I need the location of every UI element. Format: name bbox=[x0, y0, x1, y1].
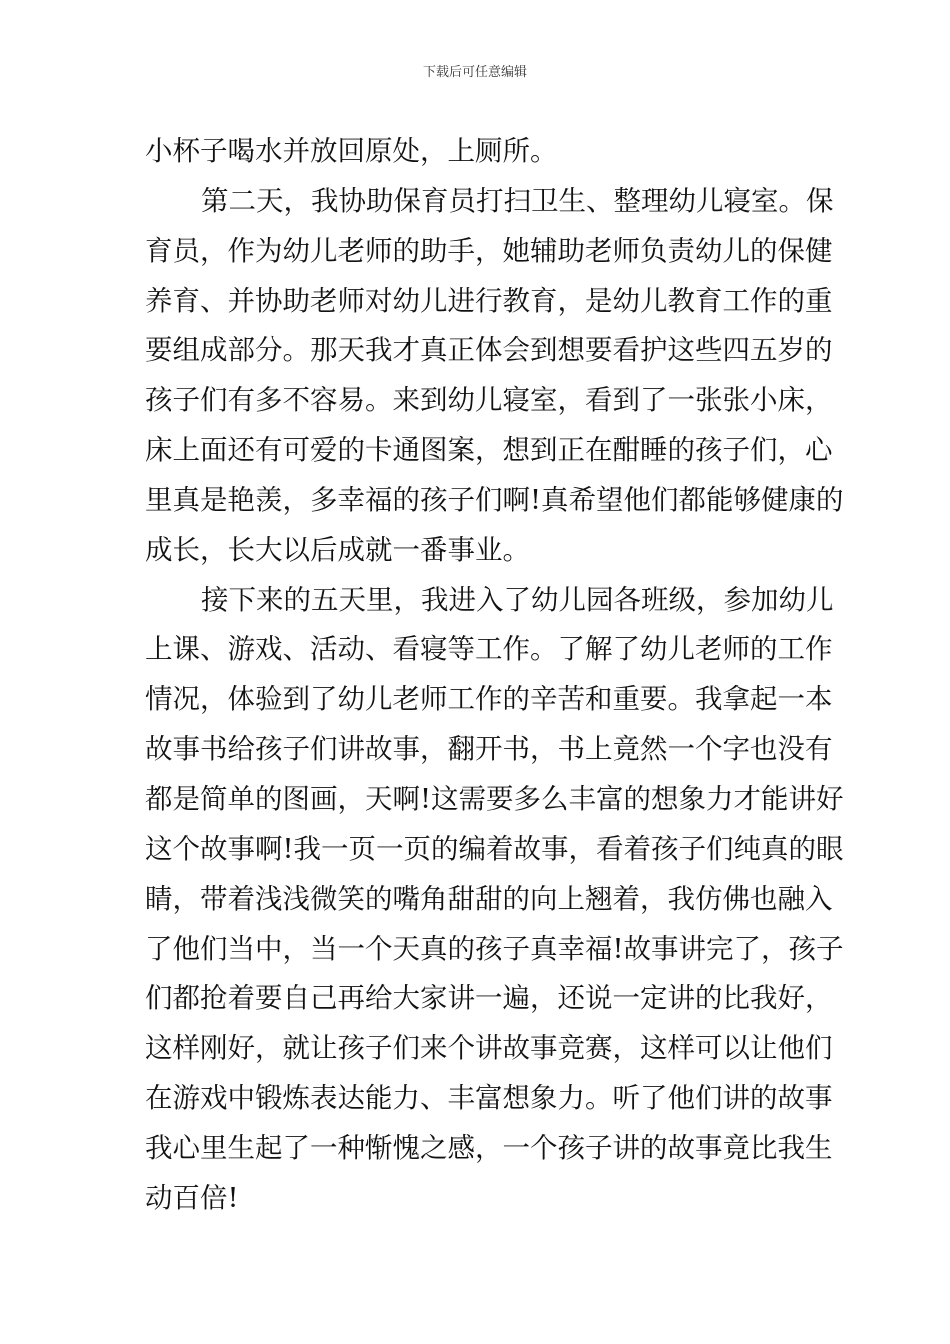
text-line: 这个故事啊!我一页一页的编着故事，看着孩子们纯真的眼 bbox=[145, 832, 844, 865]
text-line: 接下来的五天里，我进入了幼儿园各班级，参加幼儿 bbox=[201, 583, 834, 616]
text-line: 育员，作为幼儿老师的助手，她辅助老师负责幼儿的保健 bbox=[145, 234, 833, 267]
text-line: 成长，长大以后成就一番事业。 bbox=[145, 533, 530, 566]
page-header: 下载后可任意编辑 bbox=[422, 65, 527, 80]
text-line: 里真是艳羡，多幸福的孩子们啊!真希望他们都能够健康的 bbox=[145, 483, 844, 516]
body-text bbox=[145, 127, 844, 1224]
text-line: 床上面还有可爱的卡通图案，想到正在酣睡的孩子们，心 bbox=[145, 434, 833, 467]
text-line: 养育、并协助老师对幼儿进行教育，是幼儿教育工作的重 bbox=[145, 284, 833, 317]
text-line: 小杯子喝水并放回原处，上厕所。 bbox=[145, 135, 558, 167]
text-line: 第二天，我协助保育员打扫卫生、整理幼儿寝室。保 bbox=[201, 184, 834, 217]
text-line: 都是简单的图画，天啊!这需要多么丰富的想象力才能讲好 bbox=[145, 782, 844, 815]
text-line: 这样刚好，就让孩子们来个讲故事竞赛，这样可以让他们 bbox=[145, 1032, 833, 1065]
text-line: 睛，带着浅浅微笑的嘴角甜甜的向上翘着，我仿佛也融入 bbox=[145, 882, 833, 915]
text-line: 情况，体验到了幼儿老师工作的辛苦和重要。我拿起一本 bbox=[145, 683, 833, 716]
text-line: 们都抢着要自己再给大家讲一遍，还说一定讲的比我好， bbox=[145, 982, 833, 1015]
text-line: 要组成部分。那天我才真正体会到想要看护这些四五岁的 bbox=[145, 334, 833, 367]
text-line: 了他们当中，当一个天真的孩子真幸福!故事讲完了，孩子 bbox=[145, 932, 844, 965]
text-line: 我心里生起了一种惭愧之感，一个孩子讲的故事竟比我生 bbox=[145, 1131, 833, 1164]
text-line: 故事书给孩子们讲故事，翻开书，书上竟然一个字也没有 bbox=[145, 733, 833, 766]
text-line: 孩子们有多不容易。来到幼儿寝室，看到了一张张小床， bbox=[145, 384, 833, 417]
text-line: 在游戏中锻炼表达能力、丰富想象力。听了他们讲的故事 bbox=[145, 1082, 833, 1115]
text-line: 动百倍! bbox=[145, 1181, 239, 1214]
text-line: 上课、游戏、活动、看寝等工作。了解了幼儿老师的工作 bbox=[145, 633, 833, 666]
